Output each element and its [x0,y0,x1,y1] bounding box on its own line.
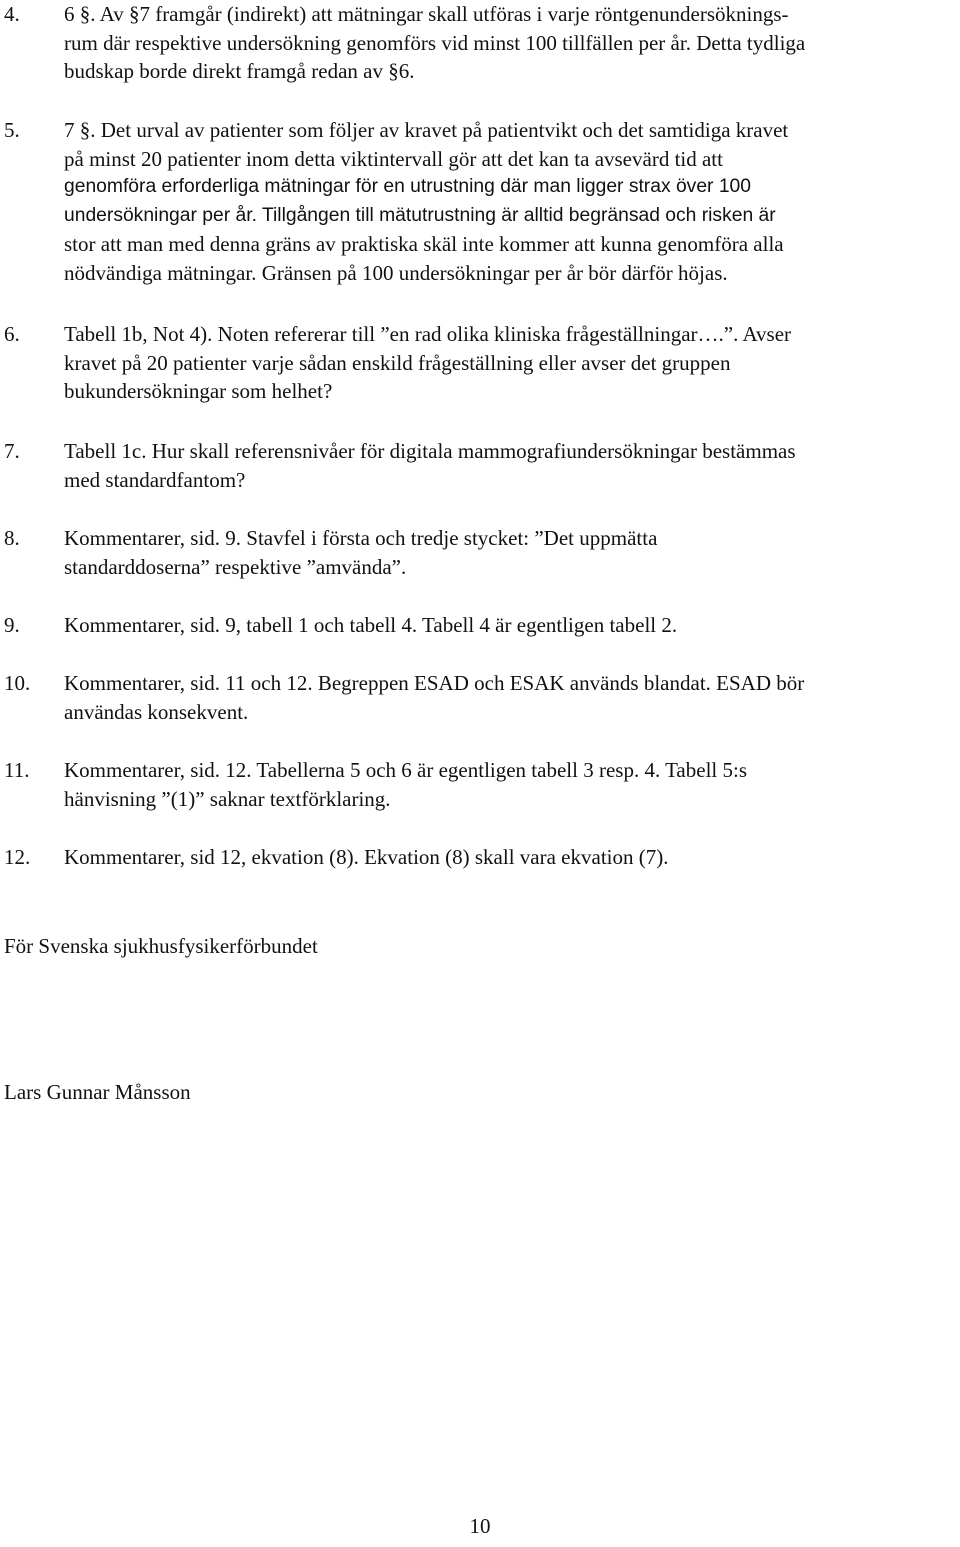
item-text [64,320,952,406]
item-text [64,437,952,494]
text-line: 6 §. Av §7 framgår (indirekt) att mätningar skall utföras i varje röntgenundersöknings- [64,2,789,26]
text-line: Tabell 1b, Not 4). Noten refererar till ”en rad olika kliniska frågeställningar….”. Avser [64,322,792,346]
item-text [64,524,952,581]
item-number: 9. [4,613,20,637]
item-text [64,756,952,813]
text-line: Kommentarer, sid. 9, tabell 1 och tabell 4. Tabell 4 är egentligen tabell 2. [64,613,678,637]
text-line: standarddoserna” respektive ”amvända”. [64,554,407,579]
text-line: Tabell 1c. Hur skall referensnivåer för digitala mammografiundersökningar bestämmas [64,439,796,463]
text-line: Kommentarer, sid. 12. Tabellerna 5 och 6 är egentligen tabell 3 resp. 4. Tabell 5:s [64,758,747,782]
text-line: rum där respektive undersökning genomförs vid minst 100 tillfällen per år. Detta tydliga [64,30,806,55]
item-number: 7. [4,439,20,463]
item-number: 6. [4,322,20,346]
list-item [4,116,954,288]
text-line: användas konsekvent. [64,699,249,724]
item-number: 12. [4,845,31,869]
item-number: 10. [4,671,31,695]
item-number: 11. [4,758,30,782]
signatory-name: Lars Gunnar Månsson [4,1080,191,1104]
page-number: 10 [469,1514,491,1538]
text-line: genomföra erforderliga mätningar för en utrustning där man ligger strax över 100 [64,176,751,198]
item-text [64,0,952,86]
text-line: Kommentarer, sid 12, ekvation (8). Ekvation (8) skall vara ekvation (7). [64,845,669,869]
text-line: hänvisning ”(1)” saknar textförklaring. [64,786,391,811]
text-line: budskap borde direkt framgå redan av §6. [64,59,415,84]
text-line: med standardfantom? [64,467,246,492]
closing-line: För Svenska sjukhusfysikerförbundet [4,934,318,958]
list-item [4,0,954,86]
item-text [64,669,952,726]
text-line: Kommentarer, sid. 9. Stavfel i första och tredje stycket: ”Det uppmätta [64,526,658,550]
item-text [64,116,952,288]
text-line: undersökningar per år. Tillgången till mätutrustning är alltid begränsad och risken är [64,204,776,226]
list-item [4,669,954,726]
list-item [4,524,954,581]
item-text [64,843,952,872]
list-item [4,437,954,494]
list-item [4,756,954,813]
list-item [4,320,954,406]
item-number: 4. [4,2,20,26]
text-line: kravet på 20 patienter varje sådan enskild frågeställning eller avser det gruppen [64,350,731,375]
item-text [64,611,952,640]
item-number: 8. [4,526,20,550]
text-line: Kommentarer, sid. 11 och 12. Begreppen ESAD och ESAK används blandat. ESAD bör [64,671,805,695]
list-item [4,611,954,640]
list-item [4,843,954,872]
text-line: stor att man med denna gräns av praktiska skäl inte kommer att kunna genomföra alla [64,232,784,257]
text-line: 7 §. Det urval av patienter som följer av kravet på patientvikt och det samtidiga kravet [64,118,789,142]
item-number: 5. [4,118,20,142]
text-line: bukundersökningar som helhet? [64,379,333,404]
text-line: nödvändiga mätningar. Gränsen på 100 undersökningar per år bör därför höjas. [64,260,728,285]
text-line: på minst 20 patienter inom detta viktintervall gör att det kan ta avsevärd tid att [64,146,723,171]
